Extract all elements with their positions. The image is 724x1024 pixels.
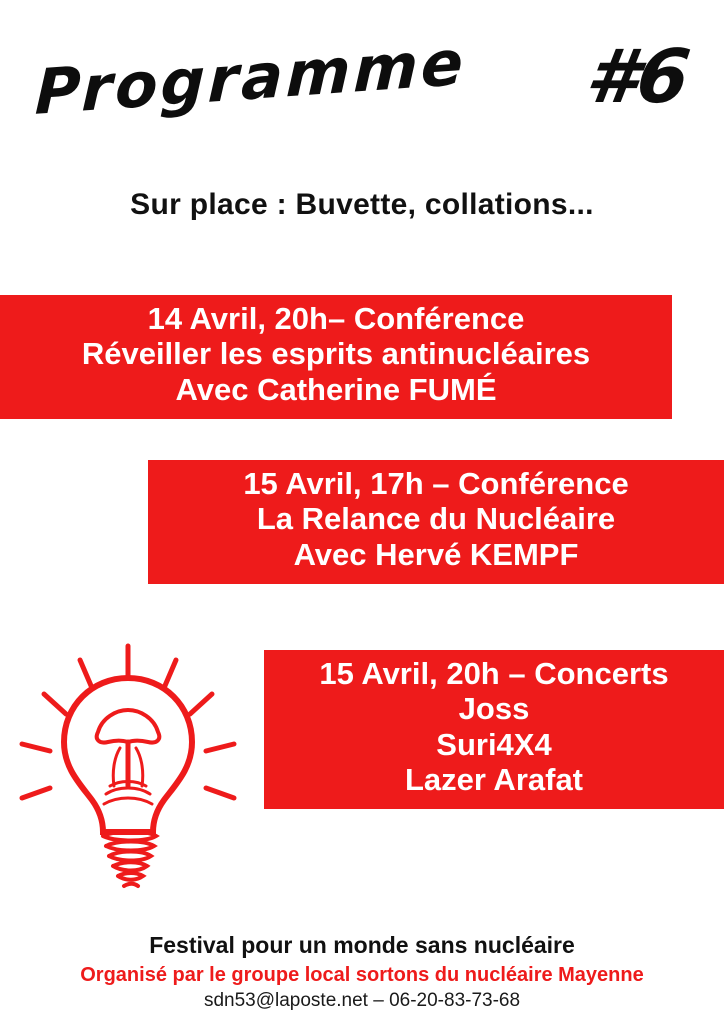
event-heading: 15 Avril, 17h – Conférence	[243, 466, 629, 501]
event-detail-line: La Relance du Nucléaire	[256, 501, 616, 537]
poster-header	[0, 0, 724, 170]
event-block-conference-2	[148, 460, 724, 584]
poster-footer	[0, 932, 724, 1012]
event-artist-line: Lazer Arafat	[404, 761, 584, 797]
issue-number: #6	[580, 34, 695, 120]
event-heading: 14 Avril, 20h– Conférence	[147, 301, 525, 336]
event-speaker-line: Avec Catherine FUMÉ	[175, 371, 497, 407]
subtitle-onsite-info: Sur place : Buvette, collations...	[130, 188, 594, 221]
event-block-concerts	[264, 650, 724, 809]
page-title: Programme	[34, 25, 468, 129]
event-heading: 15 Avril, 20h – Concerts	[319, 656, 669, 691]
event-artist-line: Suri4X4	[436, 726, 552, 762]
festival-tagline: Festival pour un monde sans nucléaire	[149, 932, 575, 958]
lightbulb-mushroom-cloud-icon	[6, 636, 256, 904]
event-artist-line: Joss	[458, 691, 530, 727]
contact-line: sdn53@laposte.net – 06-20-83-73-68	[203, 990, 521, 1011]
event-speaker-line: Avec Hervé KEMPF	[293, 536, 579, 572]
organiser-line: Organisé par le groupe local sortons du nucléaire Mayenne	[80, 964, 644, 986]
event-block-conference-1	[0, 295, 672, 419]
event-detail-line: Réveiller les esprits antinucléaires	[81, 336, 591, 372]
